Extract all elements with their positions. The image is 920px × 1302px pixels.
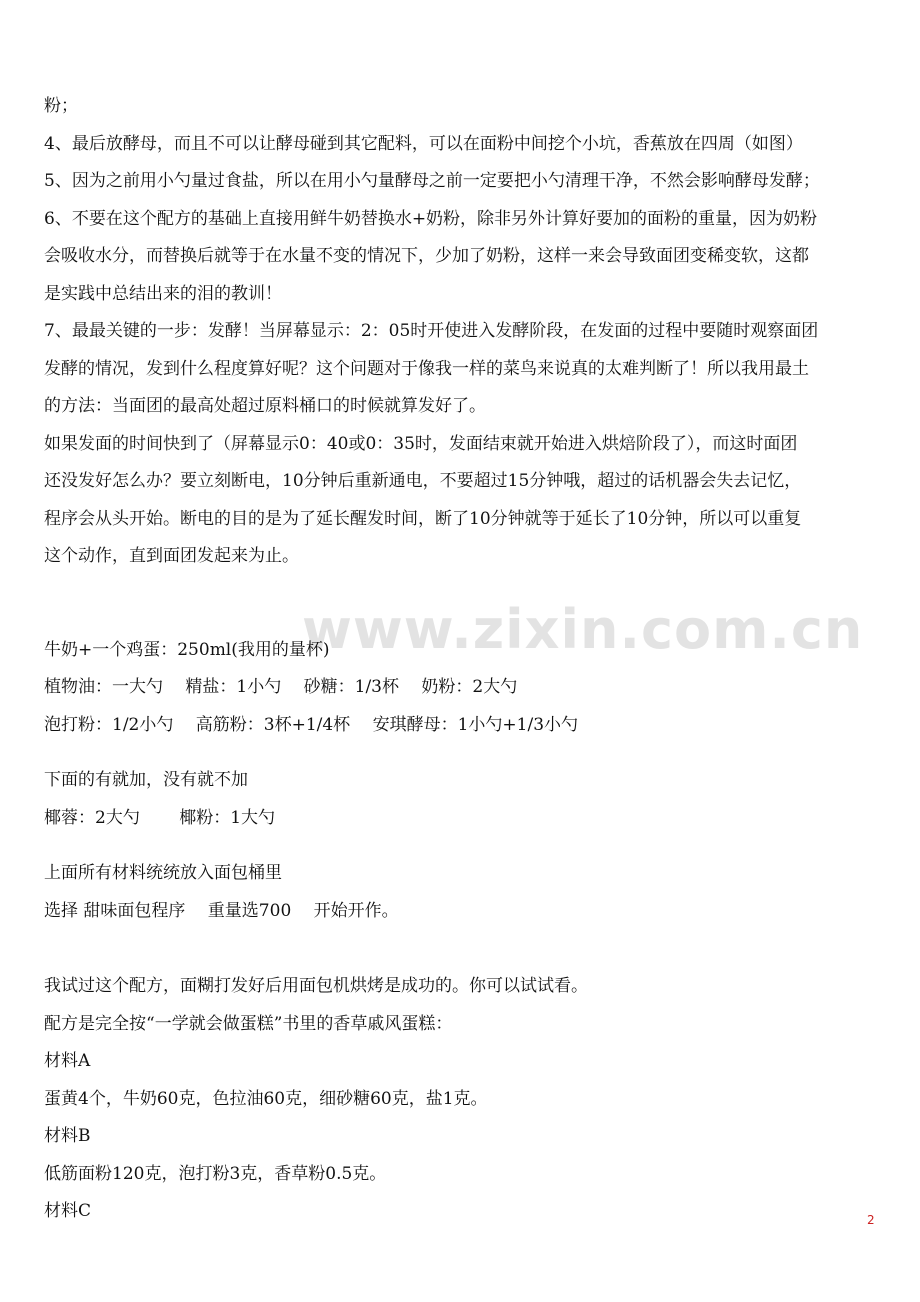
text-line: 下面的有就加，没有就不加	[44, 770, 248, 790]
text-line: 蛋黄4个，牛奶60克，色拉油60克，细砂糖60克，盐1克。	[44, 1088, 488, 1109]
text-line: 还没发好怎么办？要立刻断电，10分钟后重新通电，不要超过15分钟哦，超过的话机器会失去记忆，	[44, 471, 802, 491]
text-line: 这个动作，直到面团发起来为止。	[44, 546, 299, 566]
text-line: 配方是完全按“一学就会做蛋糕”书里的香草戚风蛋糕：	[44, 1013, 453, 1034]
text-line: 我试过这个配方，面糊打发好后用面包机烘烤是成功的。你可以试试看。	[44, 976, 588, 996]
text-line: 发酵的情况，发到什么程度算好呢？这个问题对于像我一样的菜鸟来说真的太难判断了！所以我用最土	[44, 358, 809, 379]
text-line: 会吸收水分，而替换后就等于在水量不变的情况下，少加了奶粉，这样一来会导致面团变稀变软，这都	[44, 246, 809, 266]
paragraph-gap	[44, 744, 882, 762]
text-line: 泡打粉：1/2小勺 高筋粉：3杯+1/4杯 安琪酵母：1小勺+1/3小勺	[44, 714, 579, 735]
paragraph-gap	[44, 837, 882, 855]
text-line: 植物油：一大勺 精盐：1小勺 砂糖：1/3杯 奶粉：2大勺	[44, 677, 518, 697]
text-line: 材料C	[44, 1201, 92, 1221]
text-line: 5、因为之前用小勺量过食盐，所以在用小勺量酵母之前一定要把小勺清理干净，不然会影响酵母发酵；	[44, 171, 820, 191]
text-line: 的方法：当面团的最高处超过原料桶口的时候就算发好了。	[44, 396, 486, 416]
text-line: 材料B	[44, 1126, 91, 1146]
text-line: 上面所有材料统统放入面包桶里	[44, 863, 282, 883]
text-line: 牛奶+一个鸡蛋：250ml(我用的量杯)	[44, 639, 330, 660]
text-line: 如果发面的时间快到了（屏幕显示0：40或0：35时，发面结束就开始进入烘焙阶段了），而这时面团	[44, 433, 798, 454]
watermark: www.zixin.com.cn	[302, 598, 864, 661]
document-body	[44, 88, 882, 1231]
text-line: 6、不要在这个配方的基础上直接用鲜牛奶替换水+奶粉，除非另外计算好要加的面粉的重量，因为奶粉	[44, 208, 818, 229]
text-line: 低筋面粉120克，泡打粉3克，香草粉0.5克。	[44, 1163, 387, 1184]
text-line: 4、最后放酵母，而且不可以让酵母碰到其它配料，可以在面粉中间挖个小坑，香蕉放在四周（如图）	[44, 133, 803, 154]
text-line: 7、最最关键的一步：发酵！当屏幕显示：2：05时开使进入发酵阶段，在发面的过程中要随时观察面团	[44, 321, 819, 341]
text-line: 选择 甜味面包程序 重量选700 开始开作。	[44, 900, 399, 921]
text-line: 是实践中总结出来的泪的教训！	[44, 283, 282, 304]
paragraph-gap	[44, 930, 882, 968]
text-line: 程序会从头开始。断电的目的是为了延长醒发时间，断了10分钟就等于延长了10分钟，所以可以重复	[44, 508, 802, 529]
text-line: 粉；	[44, 96, 78, 116]
text-line: 材料A	[44, 1051, 91, 1071]
text-line: 椰蓉：2大勺 椰粉：1大勺	[44, 807, 276, 828]
page-number: 2	[867, 1213, 875, 1227]
paragraph-gap	[44, 576, 882, 632]
